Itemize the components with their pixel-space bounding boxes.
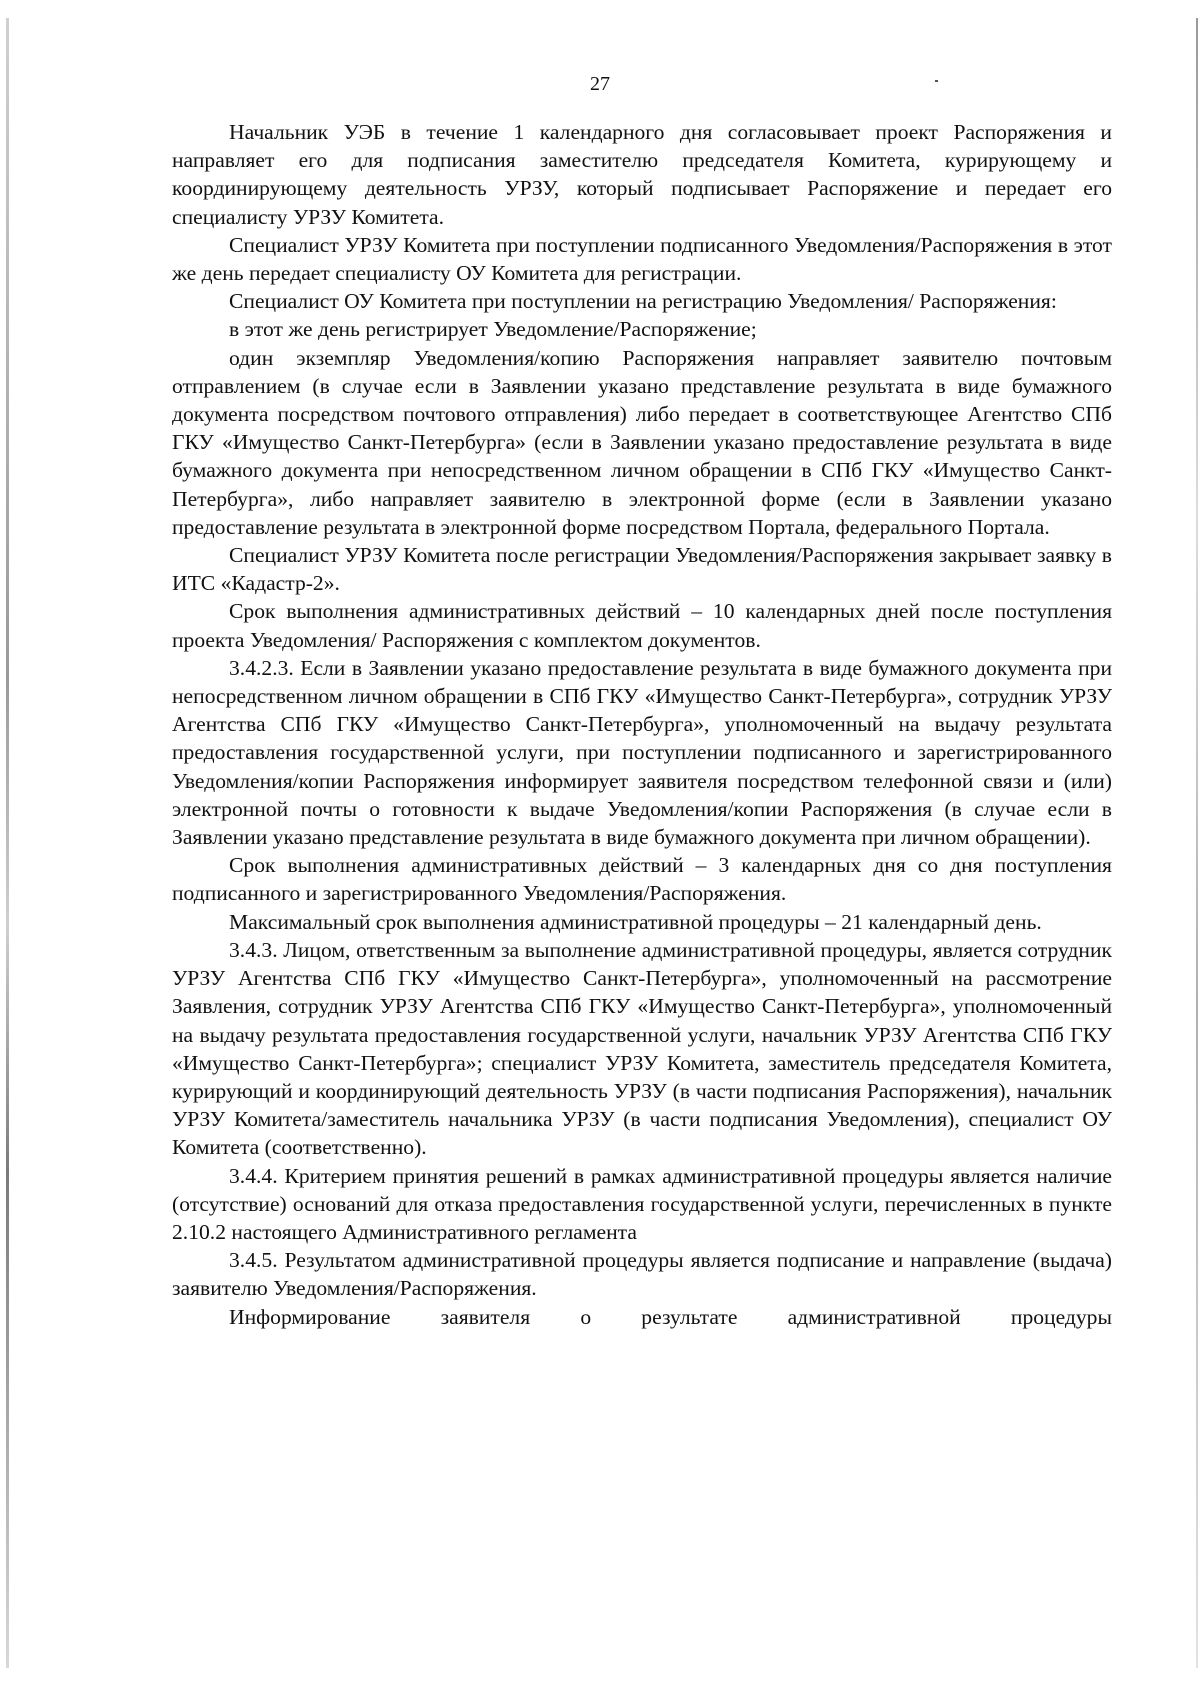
paragraph: Специалист УРЗУ Комитета при поступлении подписанного Уведомления/Распоряжения в этот же день передает специалисту ОУ Комитета для регистрации. — [172, 232, 1112, 286]
paragraph: Начальник УЭБ в течение 1 календарного дня согласовывает проект Распоряжения и направляет его для подписания заместителю председателя Комитета, курирующему и координирующему деятельность УРЗУ, который подписывает Распоряжение и передает его специалисту УРЗУ Комитета. — [172, 120, 1112, 229]
paragraph: 3.4.2.3. Если в Заявлении указано предоставление результата в виде бумажного документа при непосредственном личном обращении в СПб ГКУ «Имущество Санкт-Петербурга», сотрудник УРЗУ Агентства СПб ГКУ «Имущество Санкт-Петербурга», уполномоченный на выдачу результата предоставления государственной услуги, при поступлении подписанного и зарегистрированного Уведомления/копии Распоряжения информирует заявителя посредством телефонной связи и (или) электронной почты о готовности к выдаче Уведомления/копии Распоряжения (в случае если в Заявлении указано представление результата в виде бумажного документа при личном обращении). — [172, 655, 1112, 850]
paragraph: один экземпляр Уведомления/копию Распоряжения направляет заявителю почтовым отправлением (в случае если в Заявлении указано представление результата в виде бумажного документа посредством почтового отправления) либо передает в соответствующее Агентство СПб ГКУ «Имущество Санкт-Петербурга» (если в Заявлении указано предоставление результата в виде бумажного документа при непосредственном личном обращении в СПб ГКУ «Имущество Санкт-Петербурга», либо направляет заявителю в электронной форме (если в Заявлении указано предоставление результата в электронной форме посредством Портала, федерального Портала. — [172, 345, 1112, 539]
document-body — [172, 118, 1112, 1331]
paragraph: Срок выполнения административных действий – 3 календарных дня со дня поступления подписанного и зарегистрированного Уведомления/Распоряжения. — [172, 853, 1112, 906]
paragraph: Срок выполнения административных действий – 10 календарных дней после поступления проекта Уведомления/ Распоряжения с комплектом документов. — [172, 599, 1112, 652]
paragraph: Специалист ОУ Комитета при поступлении на регистрацию Уведомления/ Распоряжения: — [229, 289, 1057, 314]
scan-edge-left — [6, 18, 9, 1668]
paragraph: Информирование заявителя о результате административной процедуры — [229, 1304, 1112, 1329]
paragraph: Специалист УРЗУ Комитета после регистрации Уведомления/Распоряжения закрывает заявку в ИТС «Кадастр-2». — [172, 543, 1112, 596]
paragraph: Максимальный срок выполнения административной процедуры – 21 календарный день. — [229, 909, 1042, 934]
paragraph: 3.4.4. Критерием принятия решений в рамках административной процедуры является наличие (отсутствие) оснований для отказа предоставления государственной услуги, перечисленных в пункте 2.10.2 настоящего Административного регламента — [172, 1163, 1112, 1244]
paragraph: 3.4.5. Результатом административной процедуры является подписание и направление (выдача) заявителю Уведомления/Распоряжения. — [172, 1248, 1112, 1301]
scan-edge-right — [1196, 18, 1198, 1668]
paragraph: в этот же день регистрирует Уведомление/Распоряжение; — [229, 317, 757, 342]
paragraph: 3.4.3. Лицом, ответственным за выполнение административной процедуры, является сотрудник УРЗУ Агентства СПб ГКУ «Имущество Санкт-Петербурга», уполномоченный на рассмотрение Заявления, сотрудник УРЗУ Агентства СПб ГКУ «Имущество Санкт-Петербурга», уполномоченный на выдачу результата предоставления государственной услуги, начальник УРЗУ Агентства СПб ГКУ «Имущество Санкт-Петербурга»; специалист УРЗУ Комитета, заместитель председателя Комитета, курирующий и координирующий деятельность УРЗУ (в части подписания Распоряжения), начальник УРЗУ Комитета/заместитель начальника УРЗУ (в части подписания Уведомления), специалист ОУ Комитета (соответственно). — [172, 937, 1112, 1160]
page-number: 27 — [590, 73, 610, 95]
